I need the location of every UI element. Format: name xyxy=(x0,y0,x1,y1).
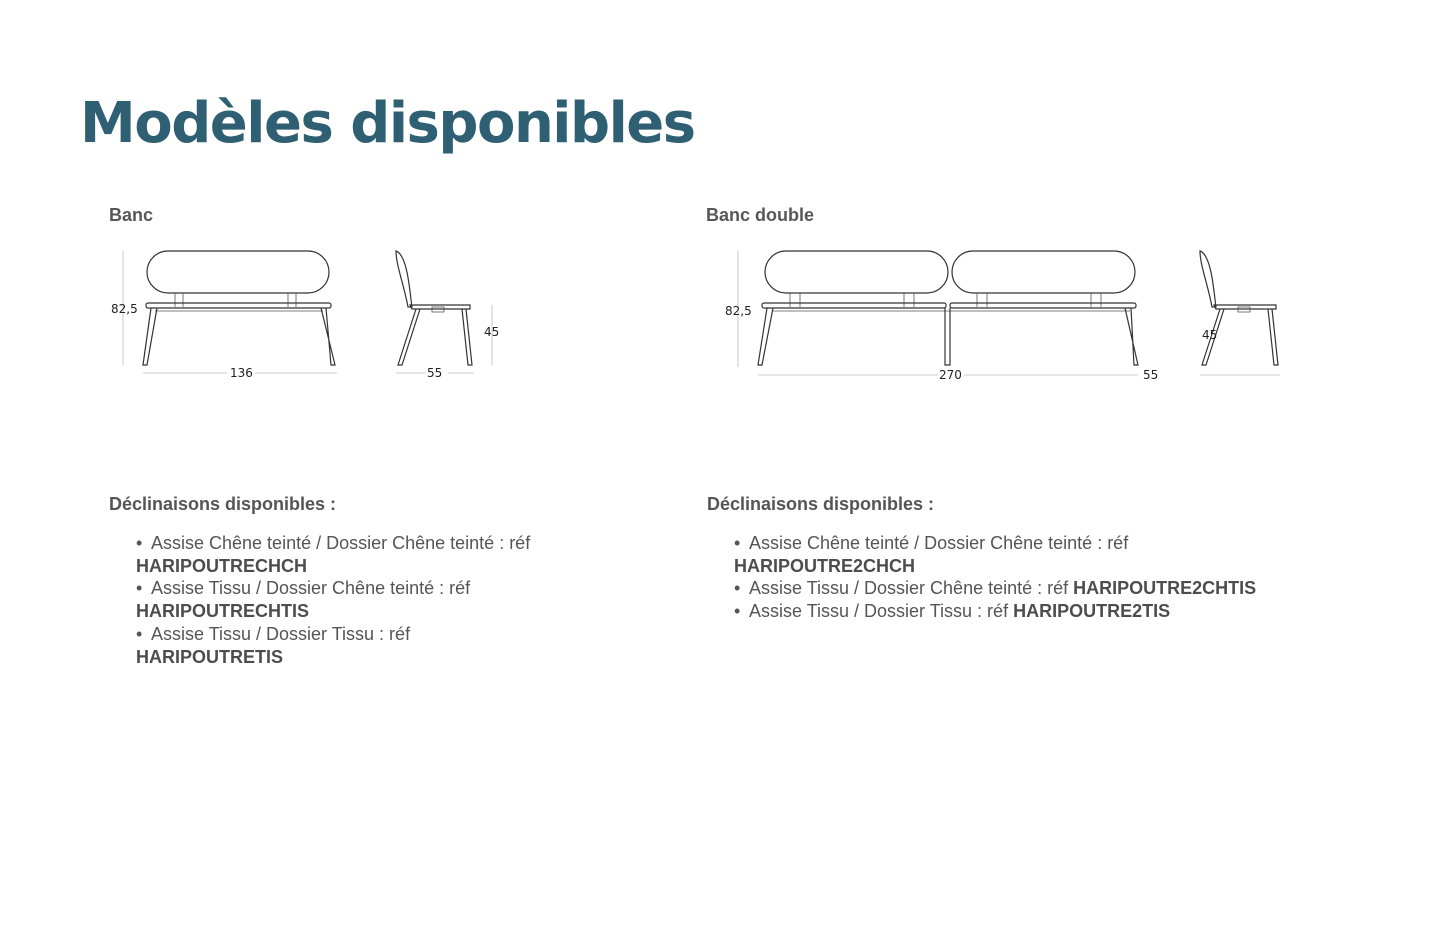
seat-shape xyxy=(950,303,1136,308)
double-bench-side-drawing xyxy=(1140,245,1290,385)
page-title: Modèles disponibles xyxy=(80,91,695,156)
side-backrest-shape xyxy=(1200,251,1216,307)
variants-title-banc: Déclinaisons disponibles : xyxy=(109,494,337,514)
backrest-shape xyxy=(765,251,948,293)
side-backrest-shape xyxy=(396,251,412,307)
variants-title-banc-double: Déclinaisons disponibles : xyxy=(707,494,935,514)
dim-depth: 55 xyxy=(1143,368,1159,382)
bench-side-drawing xyxy=(388,245,508,385)
list-item: • Assise Tissu / Dossier Tissu : réf HARIPOUTRETIS xyxy=(136,623,411,667)
dim-height: 82,5 xyxy=(111,302,138,316)
ref-code: HARIPOUTRE2CHCH xyxy=(734,555,916,576)
ref-code: HARIPOUTRETIS xyxy=(136,646,284,667)
ref-code: HARIPOUTRE2TIS xyxy=(1013,601,1171,622)
dim-seat-height: 45 xyxy=(484,325,500,339)
backrest-shape xyxy=(952,251,1135,293)
ref-code: HARIPOUTRECHTIS xyxy=(136,601,310,622)
model-label-banc-double: Banc double xyxy=(706,205,815,225)
dim-width: 270 xyxy=(939,368,962,382)
list-item: • Assise Tissu / Dossier Chêne teinté : réf HARIPOUTRECHTIS xyxy=(136,578,471,622)
list-item: • Assise Tissu / Dossier Chêne teinté : réf HARIPOUTRE2CHTIS xyxy=(734,578,1257,599)
seat-shape xyxy=(762,303,946,308)
dim-height: 82,5 xyxy=(725,304,752,318)
dim-width: 136 xyxy=(230,366,253,380)
variant-list-banc-double xyxy=(734,532,1314,623)
seat-shape xyxy=(146,303,331,308)
backrest-shape xyxy=(147,251,329,293)
list-item: • Assise Chêne teinté / Dossier Chêne teinté : réf HARIPOUTRE2CHCH xyxy=(734,533,1129,576)
double-bench-front-drawing xyxy=(720,245,1150,385)
list-item: • Assise Tissu / Dossier Tissu : réf HARIPOUTRE2TIS xyxy=(734,601,1171,622)
bench-front-drawing xyxy=(105,245,345,385)
variant-list-banc xyxy=(136,532,606,668)
ref-code: HARIPOUTRECHCH xyxy=(136,555,307,576)
model-label-banc: Banc xyxy=(109,205,154,225)
dim-seat-height: 45 xyxy=(1202,328,1218,342)
list-item: • Assise Chêne teinté / Dossier Chêne teinté : réf HARIPOUTRECHCH xyxy=(136,533,531,576)
dim-depth: 55 xyxy=(427,366,443,380)
ref-code: HARIPOUTRE2CHTIS xyxy=(1073,578,1257,599)
